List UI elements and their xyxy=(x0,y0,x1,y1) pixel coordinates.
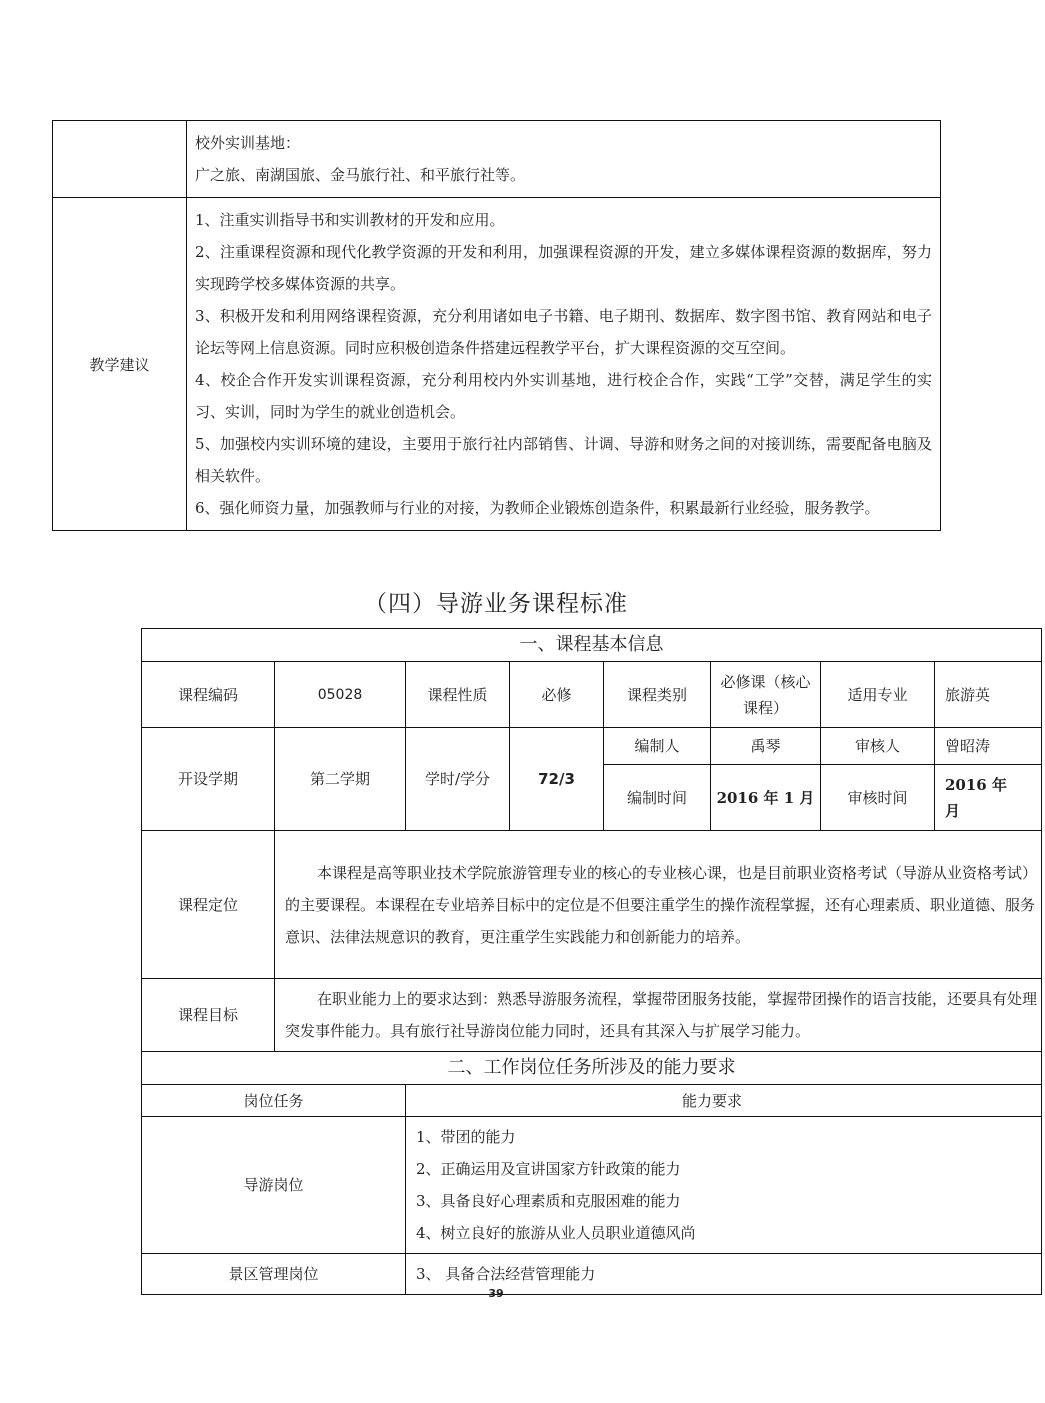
page-number: 39 xyxy=(488,1287,504,1300)
editor-label: 编制人 xyxy=(604,728,711,765)
category-value: 必修课（核心课程） xyxy=(711,662,821,728)
nature-label: 课程性质 xyxy=(406,662,510,728)
training-base-row xyxy=(53,121,941,198)
suggestion-item: 1、注重实训指导书和实训教材的开发和应用。 xyxy=(195,211,505,229)
task-header: 岗位任务 xyxy=(142,1085,406,1117)
goal-text: 在职业能力上的要求达到：熟悉导游服务流程，掌握带团服务技能，掌握带团操作的语言技能，还要具有处理突发事件能力。具有旅行社导游岗位能力同时，还具有其深入与扩展学习能力。 xyxy=(285,990,1038,1040)
section-heading: （四）导游业务课程标准 xyxy=(364,591,628,617)
suggestion-item: 6、强化师资力量，加强教师与行业的对接，为教师企业锻炼创造条件，积累最新行业经验，服务教学。 xyxy=(195,499,880,517)
training-base-label xyxy=(53,121,187,198)
suggestion-item: 4、校企合作开发实训课程资源，充分利用校内外实训基地，进行校企合作，实践“工学”交替，满足学生的实习、实训，同时为学生的就业创造机会。 xyxy=(195,371,932,421)
semester-value: 第二学期 xyxy=(275,728,406,831)
semester-label: 开设学期 xyxy=(142,728,275,831)
code-label: 课程编码 xyxy=(142,662,275,728)
suggestion-item: 3、积极开发和利用网络课程资源，充分利用诸如电子书籍、电子期刊、数据库、数字图书馆、教育网站和电子论坛等网上信息资源。同时应积极创造条件搭建远程教学平台，扩大课程资源的交互空间。 xyxy=(195,307,932,357)
edit-time-value: 2016 年 1 月 xyxy=(711,765,821,831)
teaching-suggestion-content xyxy=(187,198,941,531)
reviewer-value: 曾昭涛 xyxy=(935,728,1042,765)
scenic-post: 景区管理岗位 xyxy=(142,1254,406,1295)
goal-cell xyxy=(275,979,1042,1052)
training-base-line: 校外实训基地： xyxy=(195,134,301,152)
course-table-wrapper xyxy=(141,628,1038,1288)
ability-item: 2、正确运用及宣讲国家方针政策的能力 xyxy=(416,1160,681,1178)
ability-item: 1、带团的能力 xyxy=(416,1128,516,1146)
review-time-value: 2016 年 月 xyxy=(935,765,1042,831)
training-base-line: 广之旅、南湖国旅、金马旅行社、和平旅行社等。 xyxy=(195,166,526,184)
editor-value: 禹琴 xyxy=(711,728,821,765)
course-standard-table xyxy=(141,628,1042,1295)
guide-post: 导游岗位 xyxy=(142,1117,406,1254)
hours-label: 学时/学分 xyxy=(406,728,510,831)
review-time-label: 审核时间 xyxy=(821,765,935,831)
scenic-ability: 3、 具备合法经营管理能力 xyxy=(406,1254,1042,1295)
ability-header: 能力要求 xyxy=(406,1085,1042,1117)
category-label: 课程类别 xyxy=(604,662,711,728)
training-base-content xyxy=(187,121,941,198)
suggestion-item: 5、加强校内实训环境的建设，主要用于旅行社内部销售、计调、导游和财务之间的对接训练，需要配备电脑及相关软件。 xyxy=(195,435,932,485)
hours-value: 72/3 xyxy=(510,728,604,831)
code-value: 05028 xyxy=(275,662,406,728)
major-label: 适用专业 xyxy=(821,662,935,728)
guide-abilities xyxy=(406,1117,1042,1254)
teaching-table xyxy=(52,120,941,531)
ability-item: 3、具备良好心理素质和克服困难的能力 xyxy=(416,1192,681,1210)
positioning-text: 本课程是高等职业技术学院旅游管理专业的核心的专业核心课，也是目前职业资格考试（导游从业资格考试）的主要课程。本课程在专业培养目标中的定位是不但要注重学生的操作流程掌握，还有心理素质、职业道德、服务意识、法律法规意识的教育，更注重学生实践能力和创新能力的培养。 xyxy=(285,863,1038,946)
suggestion-item: 2、注重课程资源和现代化教学资源的开发和利用，加强课程资源的开发，建立多媒体课程资源的数据库，努力实现跨学校多媒体资源的共享。 xyxy=(195,243,932,293)
reviewer-label: 审核人 xyxy=(821,728,935,765)
positioning-label: 课程定位 xyxy=(142,831,275,979)
goal-label: 课程目标 xyxy=(142,979,275,1052)
section-basic-info: 一、课程基本信息 xyxy=(142,629,1042,662)
section-ability-requirements: 二、工作岗位任务所涉及的能力要求 xyxy=(142,1052,1042,1085)
major-value: 旅游英 xyxy=(935,662,1042,728)
positioning-cell xyxy=(275,831,1042,979)
edit-time-label: 编制时间 xyxy=(604,765,711,831)
ability-item: 4、树立良好的旅游从业人员职业道德风尚 xyxy=(416,1224,696,1242)
nature-value: 必修 xyxy=(510,662,604,728)
teaching-suggestion-row xyxy=(53,198,941,531)
teaching-suggestion-label: 教学建议 xyxy=(53,198,187,531)
